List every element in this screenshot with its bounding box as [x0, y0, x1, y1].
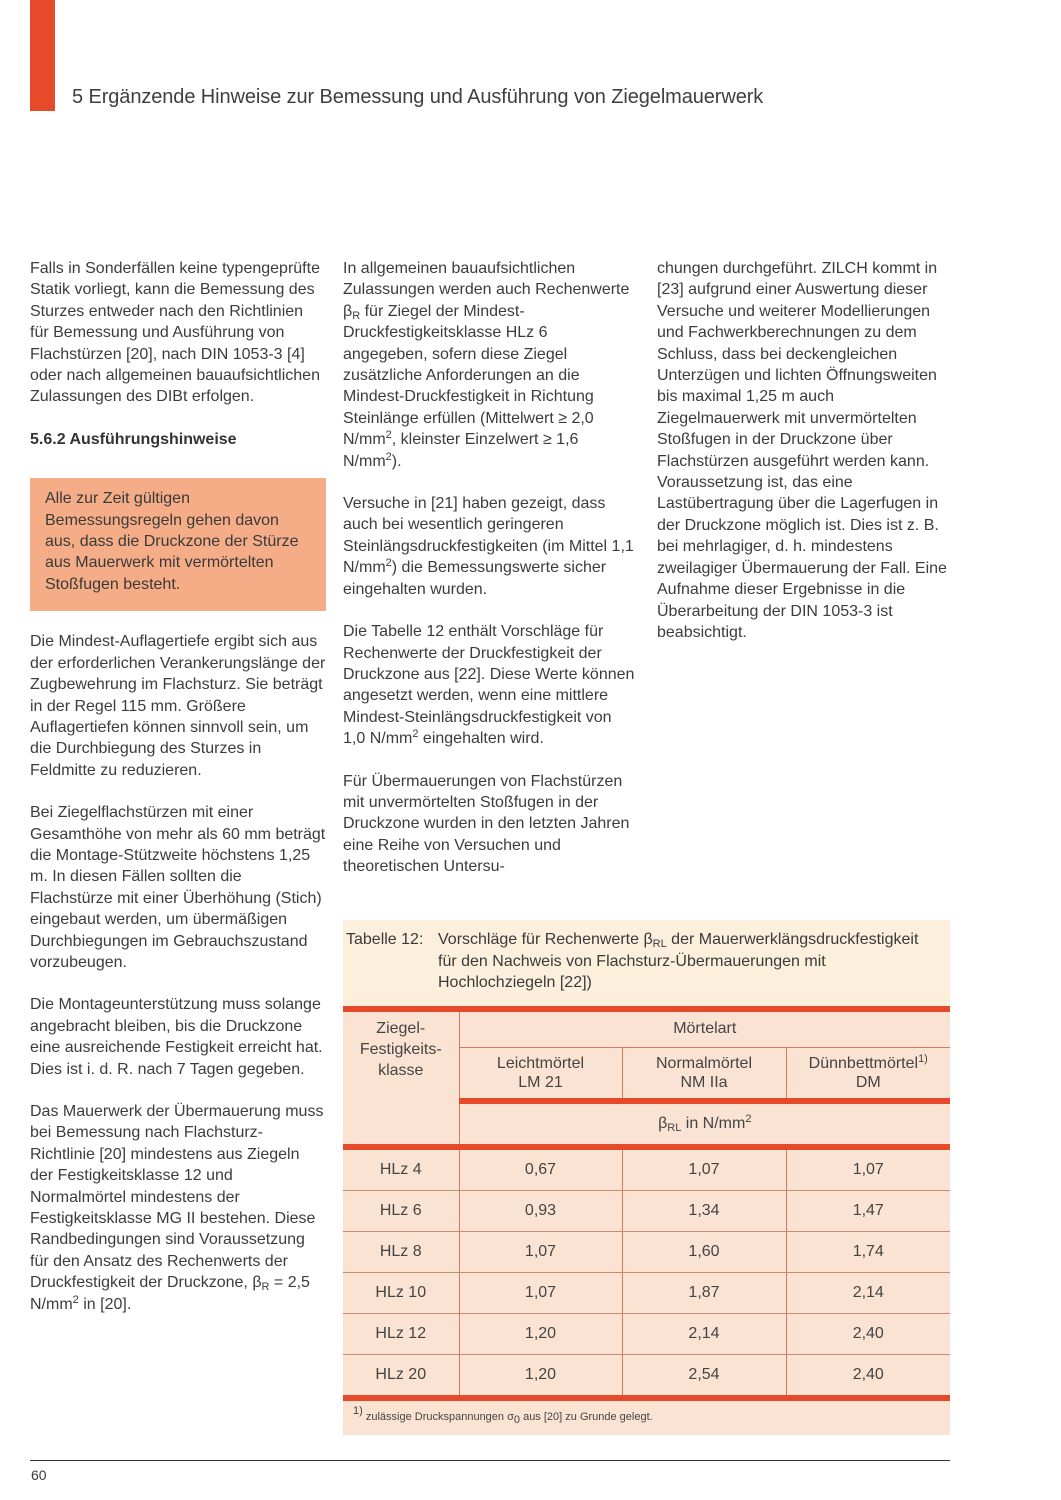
- text-run: ).: [391, 452, 402, 470]
- text-run: in N/mm: [681, 1114, 746, 1132]
- subscript: R: [261, 1281, 270, 1294]
- header-normalmoertel: [622, 1047, 786, 1101]
- text-run: Dünnbettmörtel: [808, 1054, 919, 1072]
- text-run: in [20].: [78, 1295, 132, 1313]
- paragraph: Falls in Sonderfällen keine typengeprüfte Statik vorliegt, kann die Bemessung des Sturzes entweder nach den Richtlinien für Bemessung und Ausführung von Flachstürzen [20], nach DIN 1053-3 [4] oder nach allgemeinen bauaufsichtlichen Zulassungen des DIBt erfolgen.: [30, 260, 320, 406]
- text-column-3: [657, 258, 950, 664]
- text-run: Leichtmörtel: [496, 1054, 585, 1072]
- table-row: [343, 1314, 950, 1355]
- callout-text: Alle zur Zeit gültigen Bemessungsregeln gehen davon aus, dass die Druckzone der Stürze aus Mauerwerk mit vermörtelten Stoßfugen besteht.: [45, 490, 299, 593]
- paragraph: [343, 258, 635, 472]
- cell-normalmoertel: 1,60: [622, 1232, 786, 1273]
- cell-duennbettmoertel: 1,47: [786, 1191, 950, 1232]
- text-run: , kleinster Einzelwert ≥ 1,6 N/mm: [343, 431, 579, 470]
- table-row: [343, 1273, 950, 1314]
- cell-normalmoertel: 2,14: [622, 1314, 786, 1355]
- table-caption: [343, 920, 950, 1006]
- cell-klasse: HLz 10: [343, 1273, 459, 1314]
- beta-symbol: β: [252, 1274, 262, 1292]
- beta-symbol: β: [343, 302, 353, 320]
- paragraph: Die Mindest-Auflagertiefe ergibt sich aus der erforderlichen Verankerungslänge der Zugbewehrung im Flachsturz. Sie beträgt in der Regel 115 mm. Größere Auflagertiefen können sinnvoll sein, um die Durchbiegung des Sturzes in Feldmitte zu reduzieren.: [30, 633, 326, 779]
- text-run: NM IIa: [680, 1073, 728, 1091]
- section-heading: 5.6.2 Ausführungshinweise: [30, 430, 237, 448]
- paragraph: Die Montageunterstützung muss solange angebracht bleiben, bis die Druckzone eine ausreichende Festigkeit erreicht hat. Dies ist i. d. R. nach 7 Tagen gegeben.: [30, 996, 323, 1078]
- cell-klasse: HLz 20: [375, 1366, 427, 1383]
- text-run: aus [20] zu Grunde gelegt.: [520, 1411, 653, 1423]
- cell-duennbettmoertel: 2,14: [786, 1273, 950, 1314]
- cell-normalmoertel: 1,34: [622, 1191, 786, 1232]
- callout-box: [30, 478, 326, 611]
- text-run: ) die Bemessungswerte sicher eingehalten wurden.: [343, 559, 607, 598]
- header-leichtmoertel: [459, 1047, 622, 1101]
- beta-symbol: β: [643, 931, 653, 948]
- table-12: [343, 920, 950, 1435]
- paragraph: [343, 493, 635, 600]
- sigma-symbol: σ: [507, 1411, 514, 1423]
- table-row: [343, 1232, 950, 1273]
- superscript: 2: [385, 557, 392, 570]
- paragraph: chungen durchgeführt. ZILCH kommt in [23] aufgrund einer Auswertung dieser Versuche und weiterer Modellierungen und Fachwerkberechnungen zu dem Schluss, dass bei deckengleichen Unterzügen und lichten Öffnungsweiten bis maximal 1,25 m auch Ziegelmauerwerk mit unvermörtelten Stoßfugen in der Druckzone über Flachstürzen ausgeführt werden kann. Voraussetzung ist, das eine Lastübertragung über die Lagerfugen in der Druckzone möglich ist. Dies ist z. B. bei mehrlagiger, d. h. mindestens zweilagiger Übermauerung der Fall. Eine Aufnahme dieser Ergebnisse in die Überarbeitung der DIN 1053-3 ist beabsichtigt.: [657, 260, 947, 641]
- paragraph: [30, 1101, 326, 1315]
- text-column-2: [343, 258, 635, 899]
- table-footnote: [343, 1401, 950, 1426]
- chapter-accent-bar: [30, 0, 55, 111]
- table-row: [343, 1147, 950, 1191]
- cell-leichtmoertel: 0,67: [459, 1147, 622, 1191]
- superscript: 1): [353, 1405, 363, 1417]
- data-table: [343, 1006, 950, 1395]
- header-ziegel-klasse-text: Ziegel-Festigkeits-klasse: [359, 1020, 442, 1079]
- text-run: für Ziegel der Mindest-Druckfestigkeitsklasse HLz 6 angegeben, sofern diese Ziegel zusätzliche Anforderungen an die Mindest-Druckfestigkeit in Richtung Steinlänge erfüllen (Mittelwert ≥ 2,0 N/mm: [343, 302, 594, 449]
- subscript: RL: [667, 1121, 682, 1134]
- text-run: der Mauerwerklängsdruckfestigkeit für den Nachweis von Flachsturz-Übermauerungen mit Hochlochziegeln [22]): [438, 931, 919, 991]
- cell-normalmoertel: 1,87: [622, 1273, 786, 1314]
- cell-normalmoertel: 1,07: [622, 1147, 786, 1191]
- table-caption-label: Tabelle 12:: [346, 931, 424, 948]
- cell-leichtmoertel: 1,20: [459, 1355, 622, 1396]
- paragraph: Für Übermauerungen von Flachstürzen mit unvermörtelten Stoßfugen in der Druckzone wurden in den letzten Jahren eine Reihe von Versuchen und theoretischen Untersu-: [343, 772, 630, 876]
- subscript: 0: [513, 1414, 521, 1426]
- text-run: Vorschläge für Rechenwerte: [438, 931, 644, 948]
- cell-klasse: HLz 8: [343, 1232, 459, 1273]
- cell-klasse: HLz 4: [343, 1147, 459, 1191]
- text-run: LM 21: [518, 1073, 563, 1091]
- cell-leichtmoertel: 1,07: [459, 1232, 622, 1273]
- table-row: [343, 1191, 950, 1232]
- text-run: In allgemeinen bauaufsichtlichen Zulassungen werden auch Rechenwerte: [343, 260, 630, 299]
- chapter-title: 5 Ergänzende Hinweise zur Bemessung und Ausführung von Ziegelmauerwerk: [72, 86, 764, 108]
- superscript: 2: [385, 429, 392, 442]
- text-run: = 2,5 N/mm: [30, 1274, 310, 1313]
- text-run: Versuche in [21] haben gezeigt, dass auch bei wesentlich geringeren Steinlängsdruckfestigkeiten (im Mittel 1,1 N/mm: [343, 495, 634, 577]
- text-run: Das Mauerwerk der Übermauerung muss bei Bemessung nach Flachsturz-Richtlinie [20] mindestens aus Ziegeln der Festigkeitsklasse 12 und Normalmörtel mindestens der Festigkeitsklasse MG II bestehen. Diese Randbedingungen sind Voraussetzung für den Ansatz des Rechenwerts der Druckfestigkeit der Druckzone,: [30, 1103, 324, 1292]
- subscript: RL: [652, 938, 667, 950]
- subscript: R: [352, 309, 361, 322]
- superscript: 1): [918, 1052, 928, 1065]
- cell-duennbettmoertel: 1,07: [786, 1147, 950, 1191]
- superscript: 2: [385, 450, 392, 463]
- text-run: eingehalten wird.: [418, 730, 544, 748]
- cell-leichtmoertel: 1,07: [459, 1273, 622, 1314]
- beta-symbol: β: [658, 1114, 668, 1132]
- cell-leichtmoertel: 0,93: [459, 1191, 622, 1232]
- cell-normalmoertel: 2,54: [622, 1355, 786, 1396]
- cell-klasse: HLz 6: [343, 1191, 459, 1232]
- text-run: DM: [855, 1073, 881, 1091]
- text-run: Normalmörtel: [655, 1054, 752, 1072]
- cell-klasse: HLz 12: [343, 1314, 459, 1355]
- cell-duennbettmoertel: 2,40: [786, 1314, 950, 1355]
- superscript: 2: [72, 1293, 79, 1306]
- page-number: 60: [31, 1467, 47, 1483]
- cell-leichtmoertel: 1,20: [459, 1314, 622, 1355]
- cell-duennbettmoertel: 2,40: [786, 1355, 950, 1396]
- header-moertelart: Mörtelart: [459, 1009, 950, 1047]
- footer-rule: [30, 1460, 950, 1461]
- paragraph: Bei Ziegelflachstürzen mit einer Gesamthöhe von mehr als 60 mm beträgt die Montage-Stützweite höchstens 1,25 m. In diesen Fällen sollten die Flachstürze mit einer Überhöhung (Stich) eingebaut werden, um übermäßigen Durchbiegungen im Gebrauchszustand vorzubeugen.: [30, 804, 326, 971]
- header-ziegel-klasse: [343, 1009, 459, 1147]
- unit-label: [459, 1101, 950, 1147]
- header-duennbettmoertel: [786, 1047, 950, 1101]
- cell-duennbettmoertel: 1,74: [786, 1232, 950, 1273]
- paragraph: [343, 621, 635, 749]
- superscript: 2: [745, 1112, 752, 1125]
- table-row: [343, 1355, 950, 1396]
- table-header-row: [343, 1009, 950, 1047]
- table-caption-text: [438, 929, 940, 994]
- text-run: zulässige Druckspannungen: [362, 1411, 508, 1423]
- superscript: 2: [412, 728, 419, 741]
- text-column-1: [30, 258, 326, 1336]
- text-run: Die Tabelle 12 enthält Vorschläge für Rechenwerte der Druckfestigkeit der Druckzone aus [22]. Diese Werte können angesetzt werden, wenn eine mittlere Mindest-Steinlängsdruckfestigkeit von 1,0 N/mm: [343, 623, 635, 748]
